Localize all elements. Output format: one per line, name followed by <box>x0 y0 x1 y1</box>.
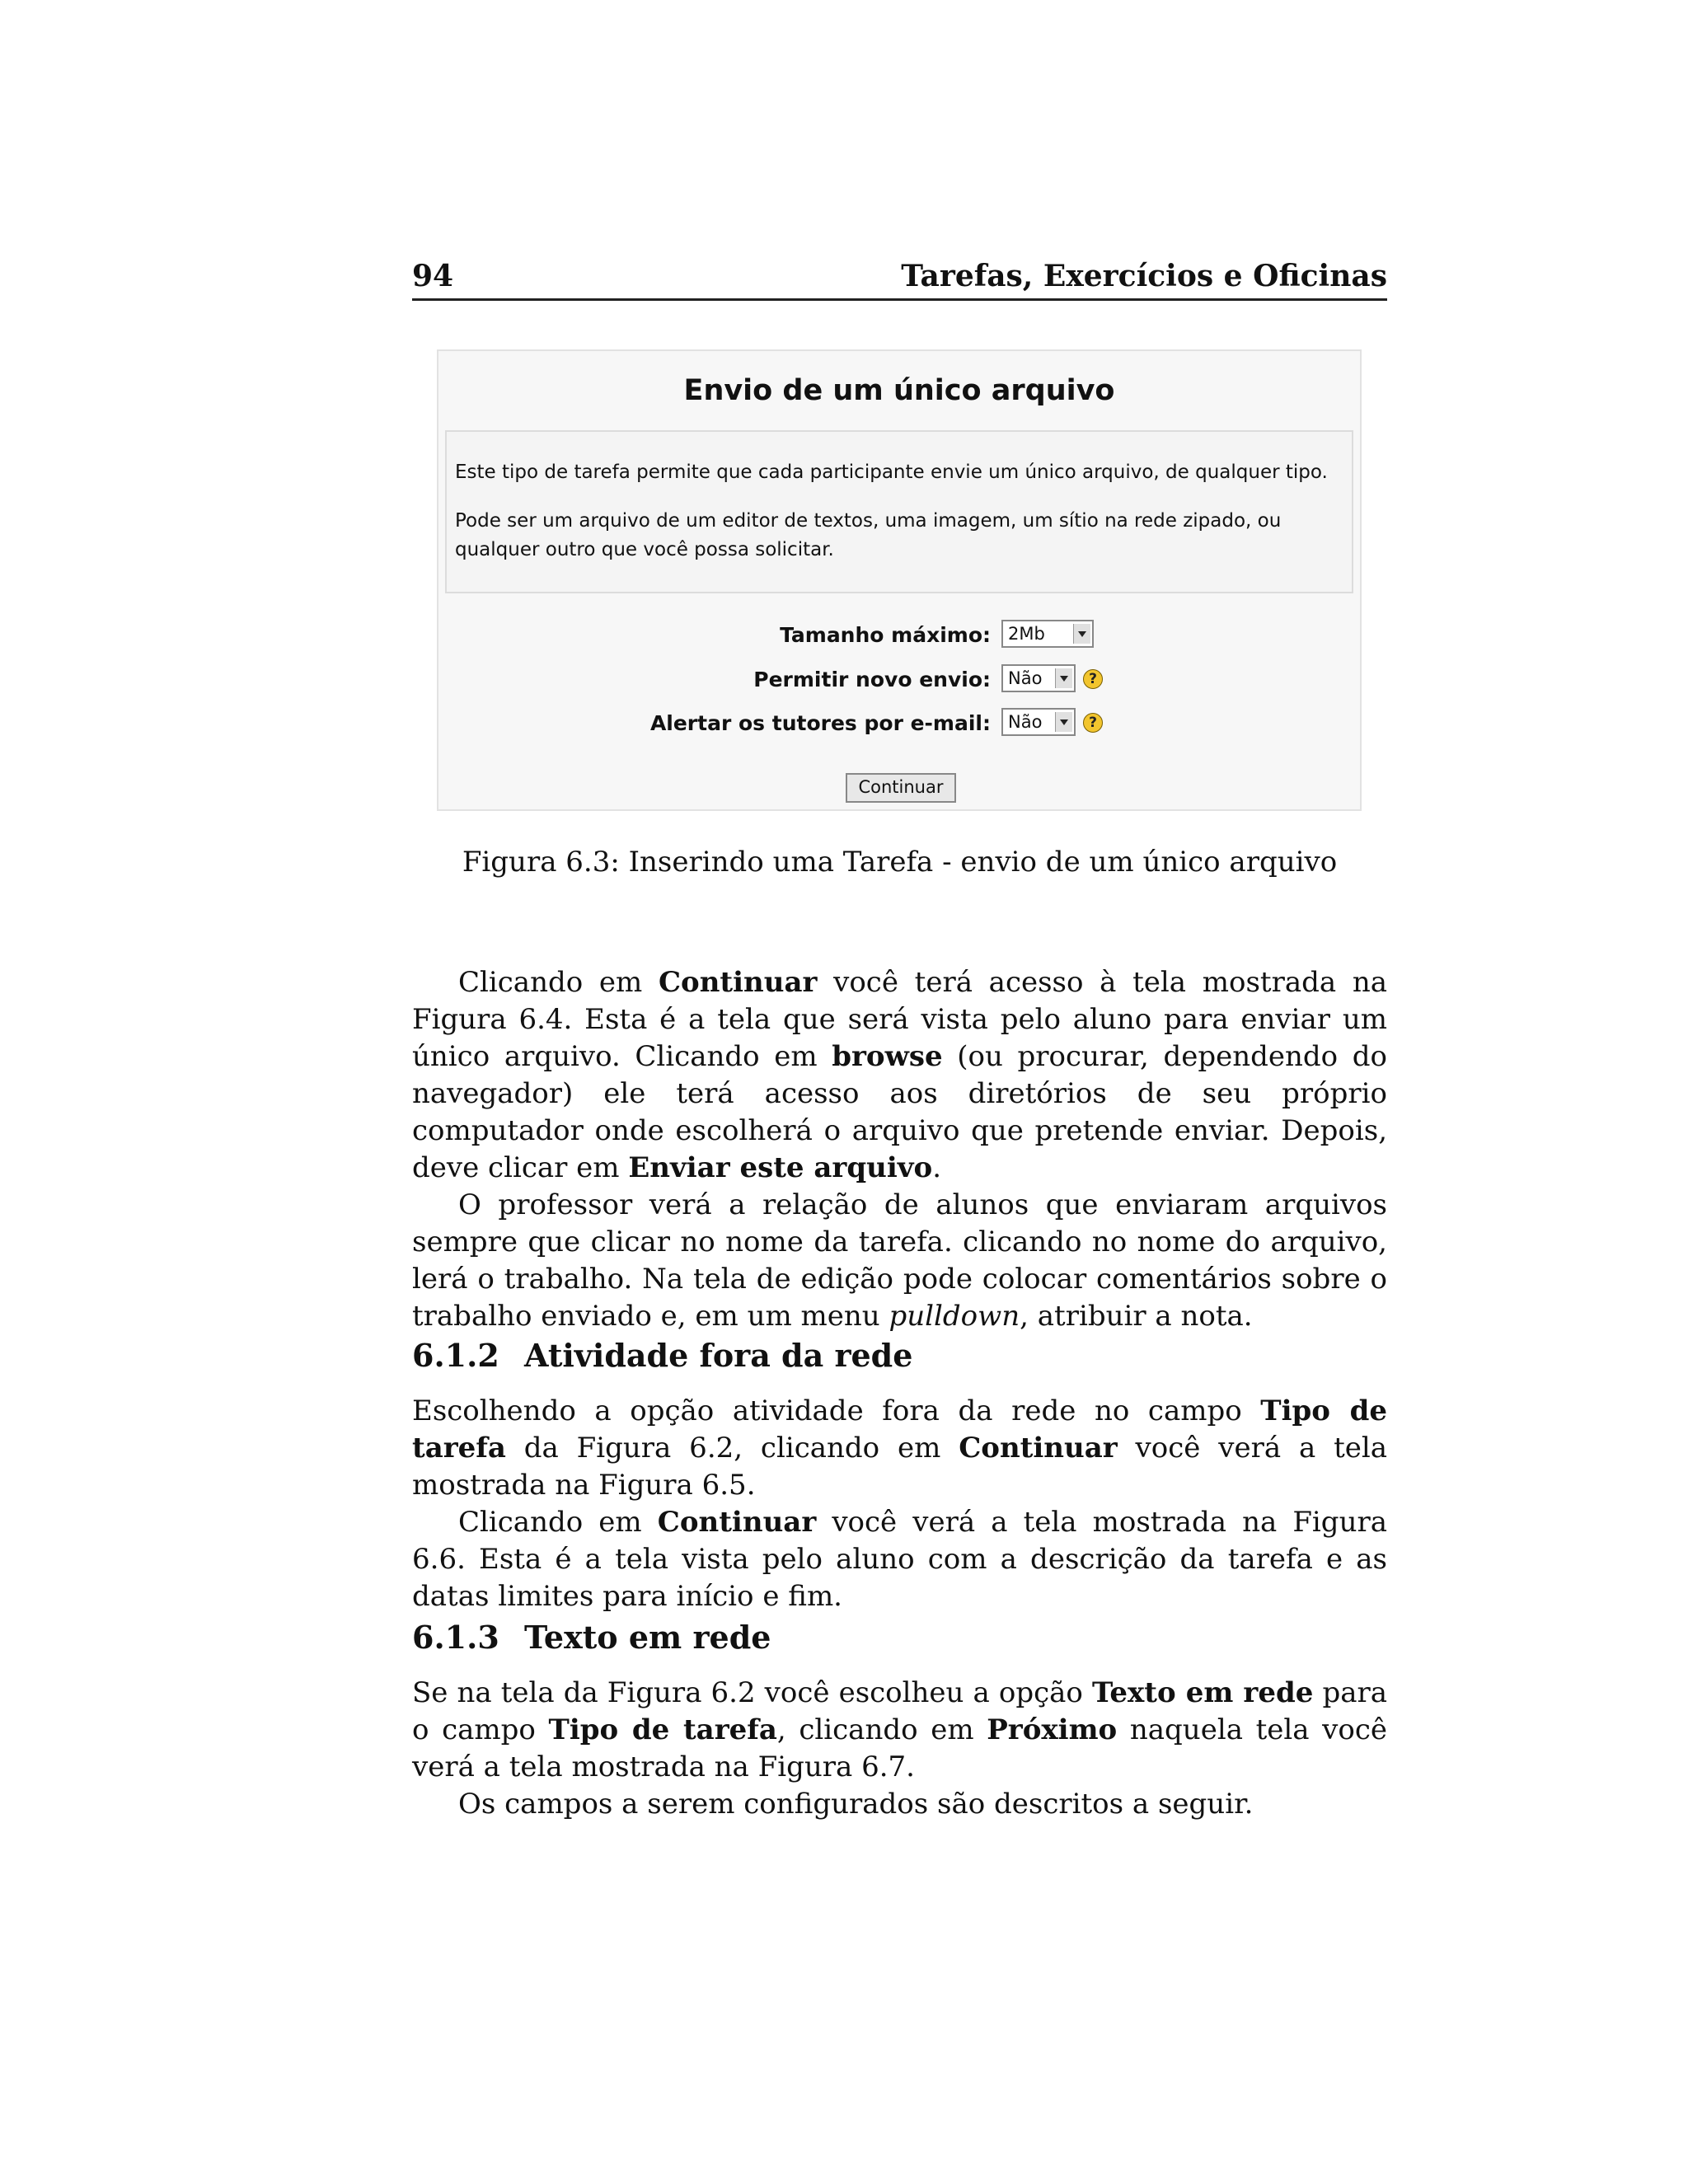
email-alert-value: Não <box>1008 712 1043 732</box>
figure-screenshot <box>437 349 1362 811</box>
section-title: Texto em rede <box>524 1619 771 1656</box>
figure-caption: Figura 6.3: Inserindo uma Tarefa - envio de um único arquivo <box>462 846 1338 879</box>
paragraph: Os campos a serem configurados são descritos a seguir. <box>458 1788 1254 1821</box>
paragraph <box>412 1393 1387 1504</box>
allow-resubmit-value: Não <box>1008 668 1043 688</box>
section-number: 6.1.2 <box>412 1337 499 1374</box>
chevron-down-icon[interactable] <box>1055 668 1072 688</box>
form-title: Envio de um único arquivo <box>683 374 1115 407</box>
email-alert-select[interactable] <box>1001 708 1076 736</box>
page-number: 94 <box>412 259 454 293</box>
bold-term: Continuar <box>959 1432 1118 1465</box>
section-heading-612 <box>412 1337 1387 1374</box>
section-heading-613 <box>412 1619 1387 1656</box>
running-header <box>412 257 1387 301</box>
text-run: (ou procurar, dependendo do navegador) ele terá acesso aos diretórios de seu próprio computador onde escolherá o arquivo que pretende enviar. Depois, deve clicar em <box>412 1040 1387 1184</box>
continue-button[interactable]: Continuar <box>846 773 956 803</box>
allow-resubmit-select[interactable] <box>1001 664 1076 692</box>
allow-resubmit-row <box>438 664 1363 697</box>
paragraph <box>412 1675 1387 1786</box>
chevron-down-icon[interactable] <box>1073 624 1090 644</box>
section-612-text <box>412 1393 1387 1615</box>
description-box <box>445 430 1353 593</box>
bold-term: Continuar <box>657 1506 817 1539</box>
text-run: você verá a tela mostrada na Figura 6.6. Esta é a tela vista pelo aluno com a descrição da tarefa e as datas limites para início e fim. <box>412 1506 1387 1613</box>
max-size-row <box>438 620 1363 653</box>
section-title: Atividade fora da rede <box>524 1337 913 1374</box>
bold-term: Tipo de tarefa <box>412 1394 1387 1465</box>
description-line-2: Pode ser um arquivo de um editor de textos, uma imagem, um sítio na rede zipado, ou qualquer outro que você possa solicitar. <box>455 510 1282 560</box>
paragraph <box>412 964 1387 1187</box>
max-size-select[interactable] <box>1001 620 1094 648</box>
text-run: , clicando em <box>776 1713 987 1746</box>
bold-term: Próximo <box>987 1713 1118 1746</box>
paragraph <box>412 1187 1387 1335</box>
email-alert-row <box>438 708 1363 741</box>
text-run: O professor verá a relação de alunos que enviaram arquivos sempre que clicar no nome da tarefa. clicando no nome do arquivo, lerá o trabalho. Na tela de edição pode colocar comentários sobre o trabalho enviado e, em um menu <box>412 1188 1387 1333</box>
chevron-down-icon[interactable] <box>1055 712 1072 732</box>
bold-term: Continuar <box>658 966 818 999</box>
allow-resubmit-label: Permitir novo envio: <box>753 668 991 691</box>
bold-term: Texto em rede <box>1091 1676 1314 1709</box>
help-icon[interactable]: ? <box>1083 713 1103 733</box>
italic-term: pulldown <box>889 1300 1020 1333</box>
intro-text <box>412 964 1387 1335</box>
chapter-title: Tarefas, Exercícios e Oficinas <box>901 259 1387 293</box>
max-size-label: Tamanho máximo: <box>780 623 991 647</box>
text-run: Se na tela da Figura 6.2 você escolheu a opção <box>412 1676 1092 1709</box>
text-run: , atribuir a nota. <box>1020 1300 1253 1333</box>
description-line-1: Este tipo de tarefa permite que cada participante envie um único arquivo, de qualquer tipo. <box>455 462 1328 483</box>
text-run: Clicando em <box>458 1506 658 1539</box>
bold-term: Tipo de tarefa <box>548 1713 777 1746</box>
text-run: da Figura 6.2, clicando em <box>505 1432 959 1465</box>
text-run: naquela tela você verá a tela mostrada na Figura 6.7. <box>412 1713 1388 1783</box>
text-run: . <box>932 1151 941 1184</box>
text-run: você terá acesso à tela mostrada na Figura 6.4. Esta é a tela que será vista pelo aluno para enviar um único arquivo. Clicando em <box>412 966 1387 1073</box>
email-alert-label: Alertar os tutores por e-mail: <box>649 711 991 735</box>
paragraph <box>412 1504 1387 1615</box>
text-run: você verá a tela mostrada na Figura 6.5. <box>412 1432 1387 1502</box>
text-run: Escolhendo a opção atividade fora da rede no campo <box>412 1394 1261 1427</box>
bold-term: browse <box>832 1040 943 1073</box>
section-613-text <box>412 1675 1387 1823</box>
bold-term: Enviar este arquivo <box>628 1151 933 1184</box>
text-run: para o campo <box>412 1676 1387 1746</box>
max-size-value: 2Mb <box>1008 624 1045 644</box>
help-icon[interactable]: ? <box>1083 669 1103 689</box>
section-number: 6.1.3 <box>412 1619 499 1656</box>
text-run: Clicando em <box>458 966 659 999</box>
